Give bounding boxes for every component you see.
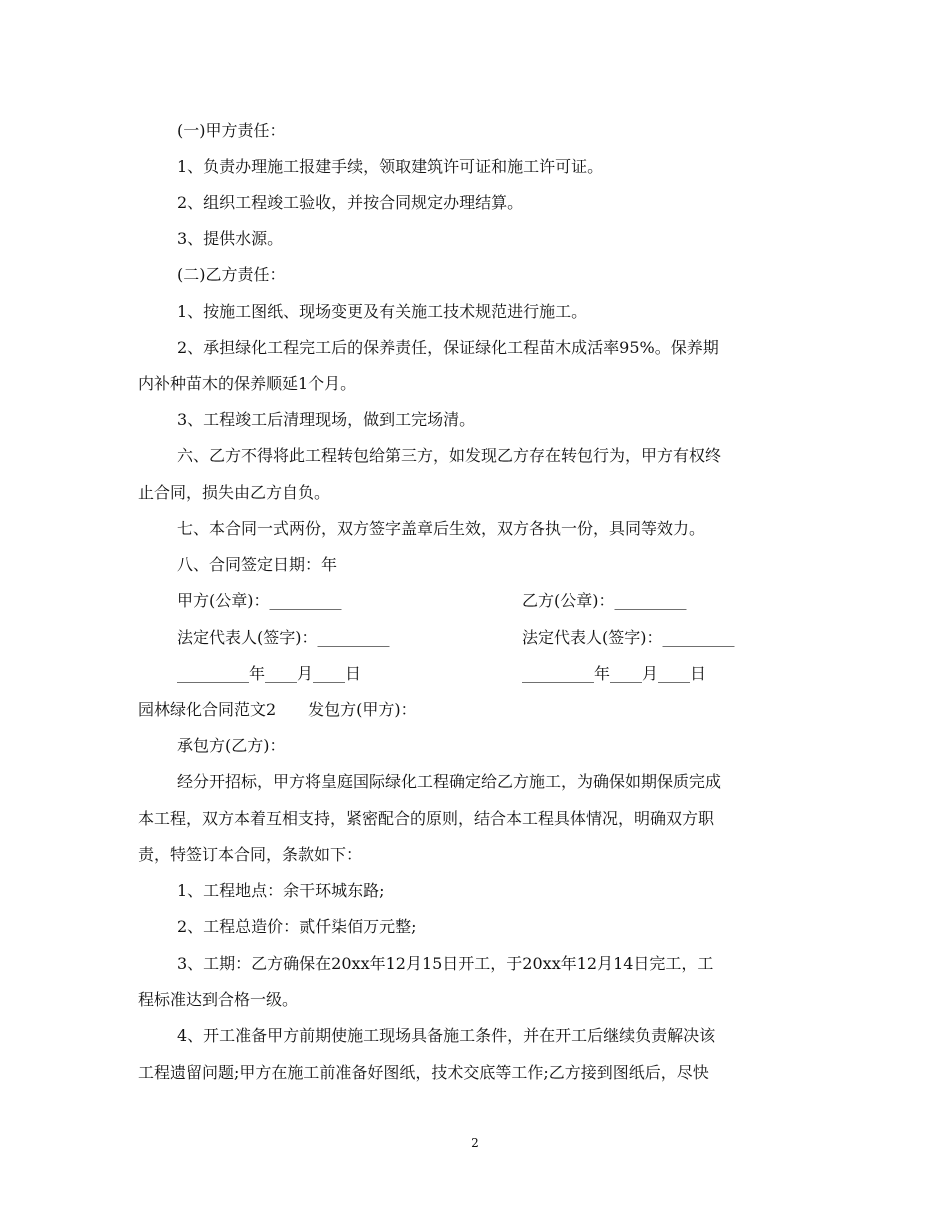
- party-b-date-field: _________年____月____日: [522, 664, 707, 683]
- section-heading-party-a: (一)甲方责任：: [177, 121, 286, 140]
- party-a-seal-field: 甲方(公章)：_________: [177, 591, 342, 610]
- paragraph-line: 七、本合同一式两份，双方签字盖章后生效，双方各执一份，具同等效力。: [177, 519, 706, 538]
- paragraph-line: 经分开招标，甲方将皇庭国际绿化工程确定给乙方施工，为确保如期保质完成: [177, 772, 722, 791]
- paragraph-line: 2、组织工程竣工验收，并按合同规定办理结算。: [177, 193, 524, 212]
- party-a-representative-field: 法定代表人(签字)：_________: [177, 628, 390, 647]
- paragraph-line: 3、工期：乙方确保在20xx年12月15日开工，于20xx年12月14日完工，工: [177, 954, 714, 973]
- party-b-seal-field: 乙方(公章)：_________: [522, 591, 687, 610]
- party-b-representative-field: 法定代表人(签字)：_________: [522, 628, 735, 647]
- paragraph-line: 2、承担绿化工程完工后的保养责任，保证绿化工程苗木成活率95%。保养期: [177, 338, 719, 357]
- paragraph-line: 3、工程竣工后清理现场，做到工完场清。: [177, 410, 476, 429]
- paragraph-line: 4、开工准备甲方前期使施工现场具备施工条件，并在开工后继续负责解决该: [177, 1026, 716, 1045]
- party-a-date-field: _________年____月____日: [177, 664, 362, 683]
- paragraph-line: 1、工程地点：余干环城东路;: [177, 881, 385, 900]
- paragraph-line: 责，特签订本合同，条款如下：: [138, 845, 363, 864]
- paragraph-line: 工程遗留问题;甲方在施工前准备好图纸，技术交底等工作;乙方接到图纸后，尽快: [138, 1063, 709, 1082]
- paragraph-line: 止合同，损失由乙方自负。: [138, 483, 331, 502]
- paragraph-line: 1、按施工图纸、现场变更及有关施工技术规范进行施工。: [177, 302, 588, 321]
- signing-date-line: 八、合同签定日期：年: [177, 555, 338, 574]
- paragraph-line: 程标准达到合格一级。: [138, 990, 299, 1009]
- page-number: 2: [471, 1136, 479, 1150]
- paragraph-line: 本工程，双方本着互相支持，紧密配合的原则，结合本工程具体情况，明确双方职: [138, 809, 715, 828]
- paragraph-line: 内补种苗木的保养顺延1个月。: [138, 374, 357, 393]
- paragraph-line: 1、负责办理施工报建手续，领取建筑许可证和施工许可证。: [177, 157, 604, 176]
- paragraph-line: 承包方(乙方)：: [177, 736, 286, 755]
- contract-title-line: 园林绿化合同范文2 发包方(甲方)：: [138, 700, 417, 719]
- paragraph-line: 3、提供水源。: [177, 229, 284, 248]
- paragraph-line: 六、乙方不得将此工程转包给第三方，如发现乙方存在转包行为，甲方有权终: [177, 446, 722, 465]
- section-heading-party-b: (二)乙方责任：: [177, 265, 286, 284]
- paragraph-line: 2、工程总造价：贰仟柒佰万元整;: [177, 917, 417, 936]
